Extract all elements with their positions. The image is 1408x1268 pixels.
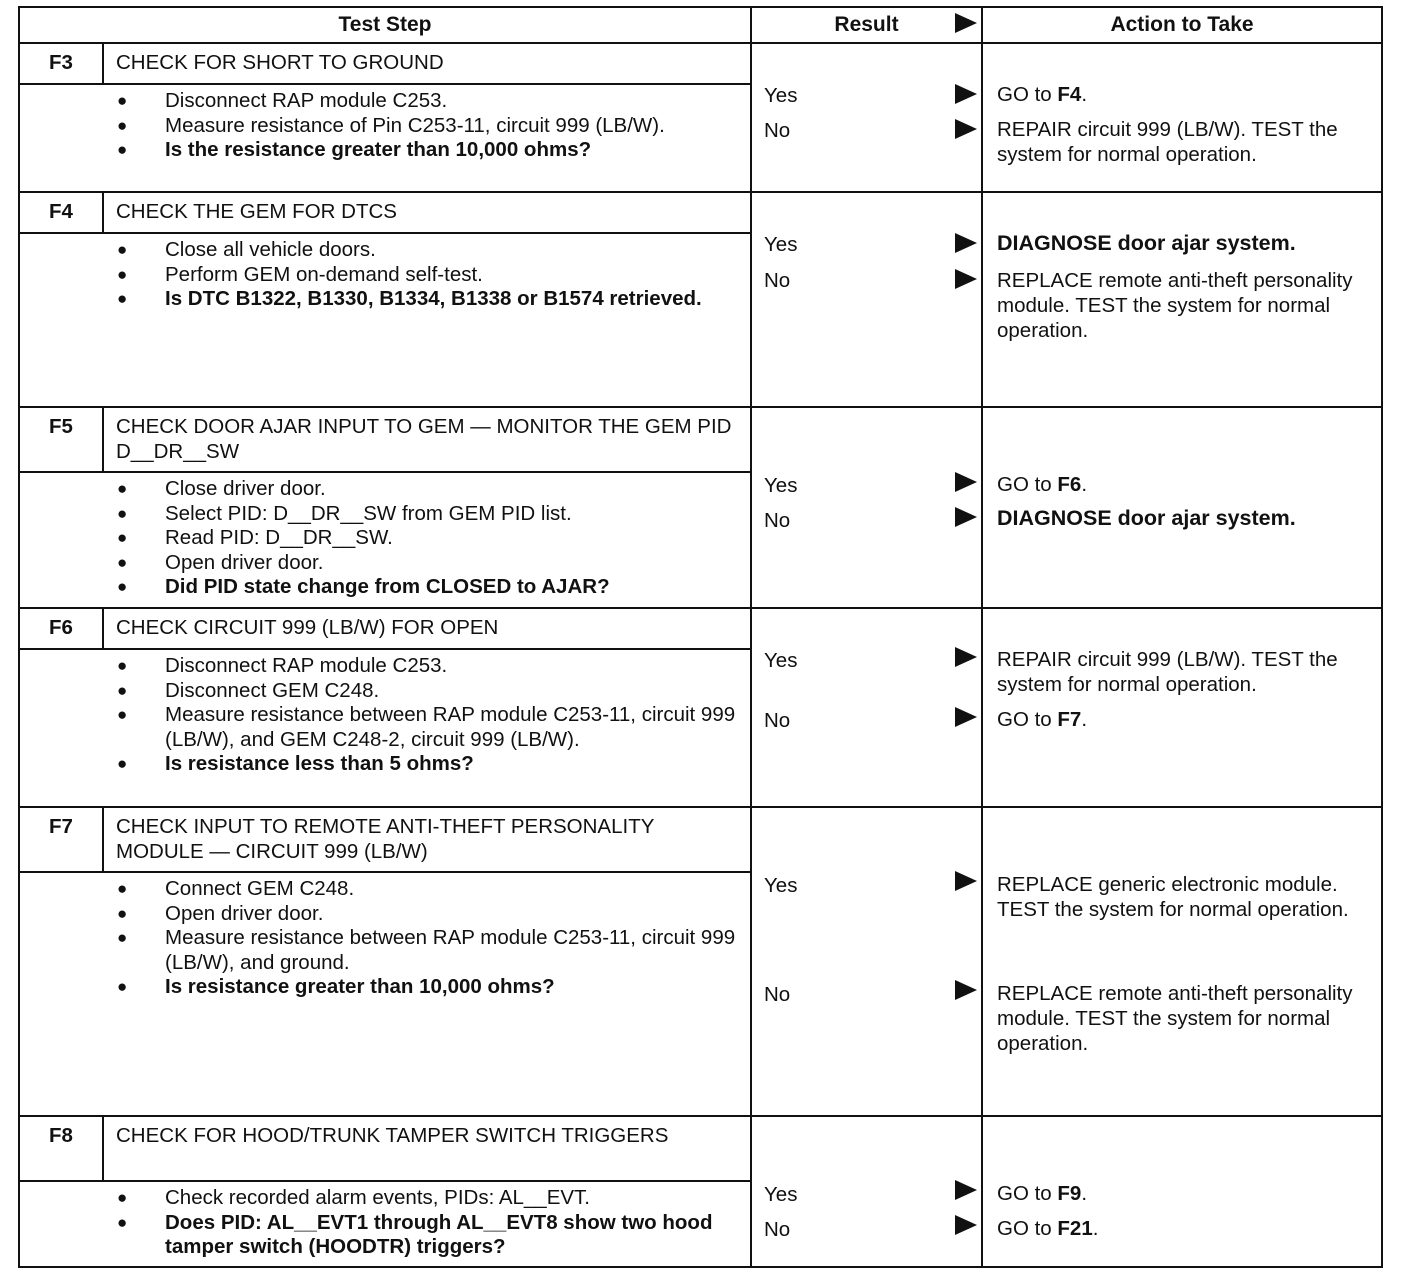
bullet-item: ● Check recorded alarm events, PIDs: AL__EVT.: [117, 1186, 740, 1211]
bullet-item: ● Measure resistance of Pin C253-11, circuit 999 (LB/W).: [117, 114, 740, 139]
action-cell: [982, 1116, 1382, 1267]
arrow-icon: [955, 871, 977, 891]
result-yes: Yes: [764, 474, 798, 497]
bullet-question: ● Is the resistance greater than 10,000 ohms?: [117, 138, 740, 163]
arrow-icon: [955, 647, 977, 667]
step-id: F5: [19, 407, 103, 472]
yes-action: GO to F6.: [997, 473, 1088, 496]
arrow-icon: [955, 269, 977, 289]
arrow-icon: [955, 472, 977, 492]
no-action: DIAGNOSE door ajar system.: [997, 506, 1296, 530]
header-row: [19, 7, 1382, 43]
step-title: CHECK CIRCUIT 999 (LB/W) FOR OPEN: [103, 608, 751, 649]
result-yes: Yes: [764, 874, 798, 897]
arrow-icon: [955, 13, 977, 33]
step-id: F4: [19, 192, 103, 233]
action-cell: [982, 192, 1382, 407]
no-action: GO to F21.: [997, 1217, 1099, 1240]
step-id: F3: [19, 43, 103, 84]
arrow-icon: [955, 84, 977, 104]
result-yes: Yes: [764, 233, 798, 256]
step-id: F8: [19, 1116, 103, 1181]
step-bullets: [19, 233, 751, 407]
no-action: GO to F7.: [997, 708, 1088, 731]
bullet-item: ● Disconnect GEM C248.: [117, 679, 740, 704]
yes-action: GO to F9.: [997, 1182, 1088, 1205]
action-cell: [982, 807, 1382, 1116]
bullet-item: ● Read PID: D__DR__SW.: [117, 526, 740, 551]
step-row-f7: [19, 807, 1382, 872]
yes-action: DIAGNOSE door ajar system.: [997, 231, 1296, 255]
yes-action: REPLACE generic electronic module. TEST the system for normal operation.: [997, 873, 1349, 921]
bullet-item: ● Open driver door.: [117, 902, 740, 927]
action-cell: [982, 43, 1382, 192]
step-title: CHECK FOR HOOD/TRUNK TAMPER SWITCH TRIGGERS: [103, 1116, 751, 1181]
step-bullets: [19, 1181, 751, 1267]
bullet-item: ● Disconnect RAP module C253.: [117, 654, 740, 679]
no-action: REPAIR circuit 999 (LB/W). TEST the system for normal operation.: [997, 118, 1338, 166]
step-row-f4: [19, 192, 1382, 233]
step-title: CHECK DOOR AJAR INPUT TO GEM — MONITOR THE GEM PID D__DR__SW: [103, 407, 751, 472]
action-cell: [982, 608, 1382, 807]
result-cell: [751, 608, 982, 807]
step-bullets: [19, 872, 751, 1116]
arrow-icon: [955, 707, 977, 727]
bullet-question: ● Is resistance less than 5 ohms?: [117, 752, 740, 777]
result-no: No: [764, 1218, 791, 1241]
result-no: No: [764, 269, 791, 292]
step-bullets: [19, 472, 751, 608]
action-cell: [982, 407, 1382, 608]
arrow-icon: [955, 507, 977, 527]
step-id: F7: [19, 807, 103, 872]
step-bullets: [19, 84, 751, 192]
result-no: No: [764, 709, 791, 732]
result-yes: Yes: [764, 649, 798, 672]
result-cell: [751, 407, 982, 608]
bullet-question: ● Is resistance greater than 10,000 ohms?: [117, 975, 740, 1000]
step-bullets: [19, 649, 751, 807]
bullet-item: ● Open driver door.: [117, 551, 740, 576]
bullet-item: ● Select PID: D__DR__SW from GEM PID list.: [117, 502, 740, 527]
result-cell: [751, 1116, 982, 1267]
header-test-step: Test Step: [19, 7, 751, 43]
no-action: REPLACE remote anti-theft personality module. TEST the system for normal operation.: [997, 982, 1353, 1055]
arrow-icon: [955, 233, 977, 253]
result-cell: [751, 807, 982, 1116]
step-title: CHECK INPUT TO REMOTE ANTI-THEFT PERSONALITY MODULE — CIRCUIT 999 (LB/W): [103, 807, 751, 872]
arrow-icon: [955, 119, 977, 139]
result-no: No: [764, 119, 791, 142]
bullet-item: ● Connect GEM C248.: [117, 877, 740, 902]
bullet-question: ● Is DTC B1322, B1330, B1334, B1338 or B1574 retrieved.: [117, 287, 740, 312]
arrow-icon: [955, 1215, 977, 1235]
arrow-icon: [955, 980, 977, 1000]
bullet-item: ● Perform GEM on-demand self-test.: [117, 263, 740, 288]
bullet-item: ● Measure resistance between RAP module C253-11, circuit 999 (LB/W), and GEM C248-2, circuit 999 (LB/W).: [117, 703, 740, 752]
bullet-question: ● Does PID: AL__EVT1 through AL__EVT8 show two hood tamper switch (HOODTR) triggers?: [117, 1211, 740, 1260]
arrow-icon: [955, 1180, 977, 1200]
step-row-f6: [19, 608, 1382, 649]
result-yes: Yes: [764, 1183, 798, 1206]
result-no: No: [764, 983, 791, 1006]
bullet-item: ● Close all vehicle doors.: [117, 238, 740, 263]
step-title: CHECK FOR SHORT TO GROUND: [103, 43, 751, 84]
no-action: REPLACE remote anti-theft personality module. TEST the system for normal operation.: [997, 269, 1353, 342]
result-cell: [751, 43, 982, 192]
bullet-item: ● Close driver door.: [117, 477, 740, 502]
result-yes: Yes: [764, 84, 798, 107]
step-title: CHECK THE GEM FOR DTCS: [103, 192, 751, 233]
step-row-f3: [19, 43, 1382, 84]
result-cell: [751, 192, 982, 407]
step-id: F6: [19, 608, 103, 649]
header-action: Action to Take: [982, 7, 1382, 43]
step-row-f5: [19, 407, 1382, 472]
yes-action: REPAIR circuit 999 (LB/W). TEST the system for normal operation.: [997, 648, 1338, 696]
bullet-item: ● Disconnect RAP module C253.: [117, 89, 740, 114]
bullet-question: ● Did PID state change from CLOSED to AJAR?: [117, 575, 740, 600]
header-result: Result: [751, 7, 982, 43]
result-no: No: [764, 509, 791, 532]
diagnostic-table: [18, 6, 1383, 1268]
bullet-item: ● Measure resistance between RAP module C253-11, circuit 999 (LB/W), and ground.: [117, 926, 740, 975]
step-row-f8: [19, 1116, 1382, 1181]
yes-action: GO to F4.: [997, 83, 1088, 106]
